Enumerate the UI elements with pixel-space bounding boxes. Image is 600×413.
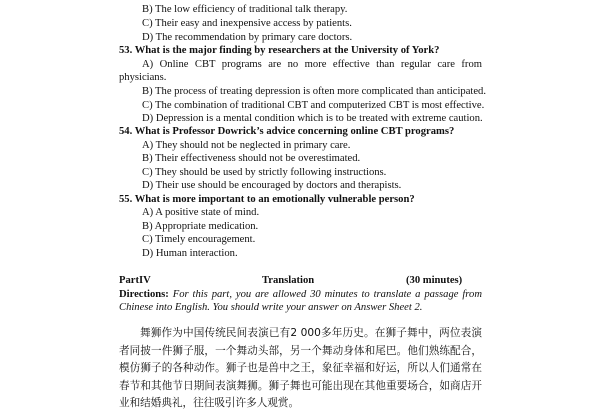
q54-option-c: C) They should be used by strictly following instructions. [142, 167, 387, 178]
directions [119, 288, 482, 315]
q55-option-b: B) Appropriate medication. [142, 221, 259, 232]
q52-option-c: C) Their easy and inexpensive access by patients. [142, 18, 352, 29]
part-label: PartIV [119, 275, 151, 286]
directions-text: For this part, you are allowed 30 minutes to translate a passage from Chinese into English. You should write your answer on Answer Sheet 2. [119, 289, 482, 314]
q53-question: 53. What is the major finding by researchers at the University of York? [119, 45, 440, 56]
q55-question: 55. What is more important to an emotionally vulnerable person? [119, 194, 415, 205]
q53-option-c: C) The combination of traditional CBT and computerized CBT is most effective. [142, 100, 485, 111]
q53-option-a: A) Online CBT programs are no more effective than regular care from physicians. [119, 59, 482, 84]
q55-option-a: A) A positive state of mind. [142, 207, 260, 218]
part-title: Translation [262, 275, 315, 286]
q52-option-d: D) The recommendation by primary care doctors. [142, 32, 353, 43]
q55-option-c: C) Timely encouragement. [142, 234, 256, 245]
q54-option-d: D) Their use should be encouraged by doctors and therapists. [142, 180, 402, 191]
translation-passage: 舞狮作为中国传统民间表演已有2 000多年历史。在狮子舞中，两位表演者同披一件狮子服，一个舞动头部，另一个舞动身体和尾巴。他们熟练配合，模仿狮子的各种动作。狮子也是兽中之王，象征幸福和好运，所以人们通常在春节和其他节日期间表演舞狮。狮子舞也可能出现在其他重要场合，如商店开业和结婚典礼，往往吸引许多人观赏。 [119, 327, 482, 410]
q54-option-a: A) They should not be neglected in primary care. [142, 140, 351, 151]
q52-option-b: B) The low efficiency of traditional talk therapy. [142, 4, 348, 15]
part-time: (30 minutes) [406, 275, 463, 286]
q55-option-d: D) Human interaction. [142, 248, 238, 259]
q53-option-d: D) Depression is a mental condition which is to be treated with extreme caution. [142, 113, 483, 124]
directions-label: Directions: [119, 289, 169, 300]
q54-question: 54. What is Professor Dowrick’s advice concerning online CBT programs? [119, 126, 455, 137]
q54-option-b: B) Their effectiveness should not be overestimated. [142, 153, 361, 164]
q53-option-b: B) The process of treating depression is often more complicated than anticipated. [142, 86, 486, 97]
